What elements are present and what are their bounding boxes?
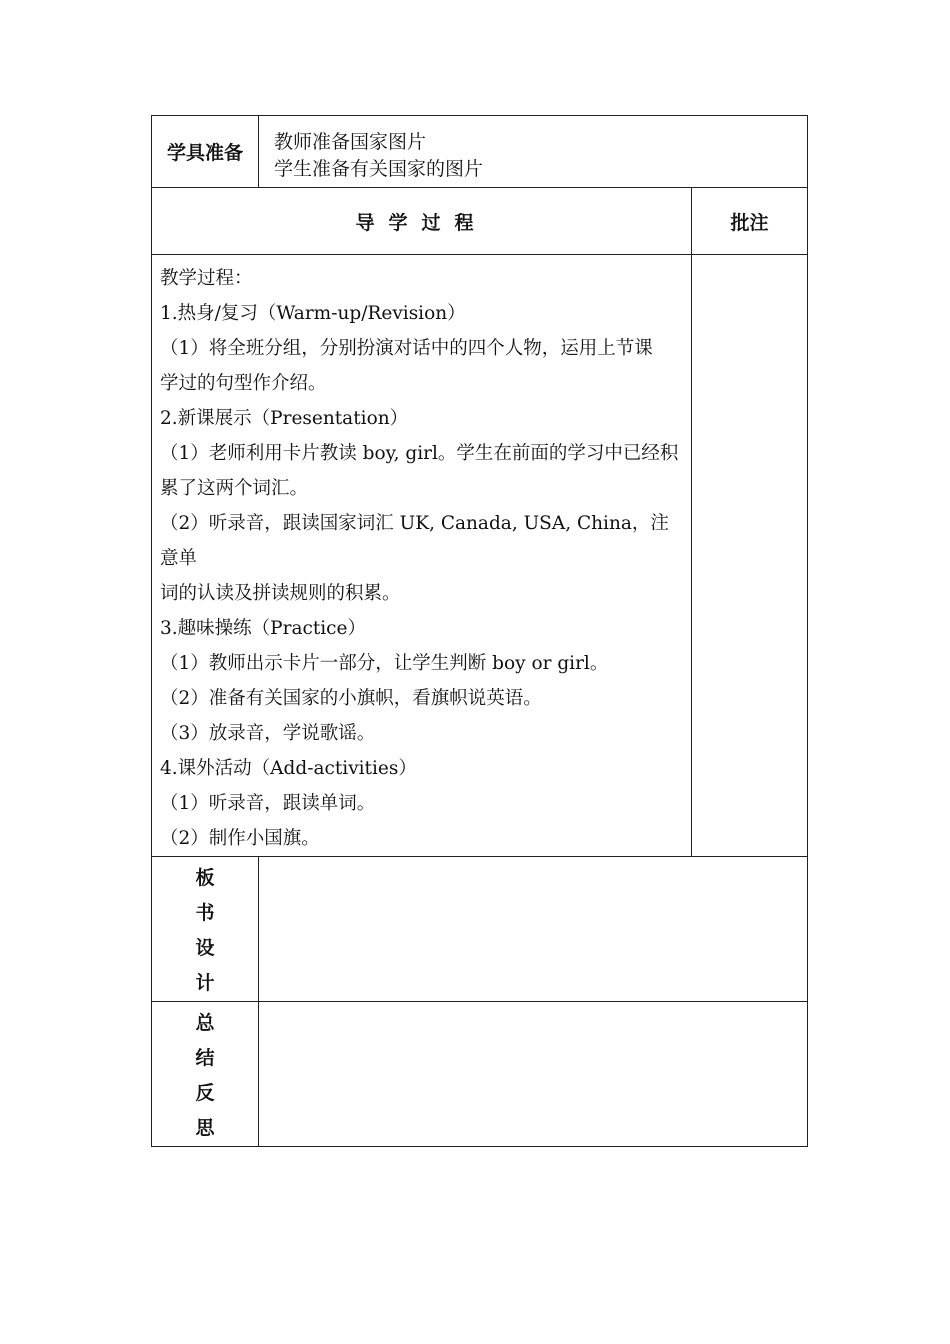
notes-header: 批注 [692,188,808,255]
process-line: 教学过程： [160,268,253,289]
process-line: （2）制作小国旗。 [160,828,320,849]
board-design-label [152,857,259,1002]
label-char: 思 [195,1117,215,1139]
process-line: 词的认读及拼读规则的积累。 [160,583,401,604]
process-line: （1）教师出示卡片一部分，让学生判断 boy or girl。 [160,653,609,674]
process-line: 学过的句型作介绍。 [160,373,327,394]
process-line: （1）老师利用卡片教读 boy, girl。学生在前面的学习中已经积 [160,443,679,464]
reflection-content [259,1002,808,1147]
prep-row [152,116,808,188]
process-line: （2）准备有关国家的小旗帜，看旗帜说英语。 [160,688,542,709]
notes-cell [692,255,808,857]
prep-line: 学生准备有关国家的图片 [274,158,484,180]
process-body-row [152,255,808,857]
label-char: 板 [195,867,215,889]
process-line: （3）放录音，学说歌谣。 [160,723,376,744]
process-line: 累了这两个词汇。 [160,478,309,499]
prep-label: 学具准备 [152,116,259,188]
board-design-content [259,857,808,1002]
process-title: 导学过程 [152,188,692,255]
label-char: 反 [195,1082,215,1104]
process-content [152,255,692,857]
board-design-row [152,857,808,1002]
label-char: 书 [195,902,215,924]
reflection-row [152,1002,808,1147]
label-char: 设 [195,937,215,959]
label-char: 总 [195,1012,215,1034]
label-char: 结 [195,1047,215,1069]
process-header-row [152,188,808,255]
lesson-plan-table [151,115,807,1147]
process-line: （1）将全班分组，分别扮演对话中的四个人物，运用上节课 [160,338,653,359]
reflection-label [152,1002,259,1147]
process-line: 3.趣味操练（Practice） [160,618,366,639]
label-char: 计 [195,972,215,994]
process-line: （1）听录音，跟读单词。 [160,793,376,814]
process-line: （2）听录音，跟读国家词汇 UK, Canada, USA, China，注意单 [160,513,669,569]
process-line: 4.课外活动（Add-activities） [160,758,417,779]
process-line: 1.热身/复习（Warm-up/Revision） [160,303,466,324]
prep-line: 教师准备国家图片 [274,131,427,153]
process-line: 2.新课展示（Presentation） [160,408,409,429]
prep-content [259,116,808,188]
